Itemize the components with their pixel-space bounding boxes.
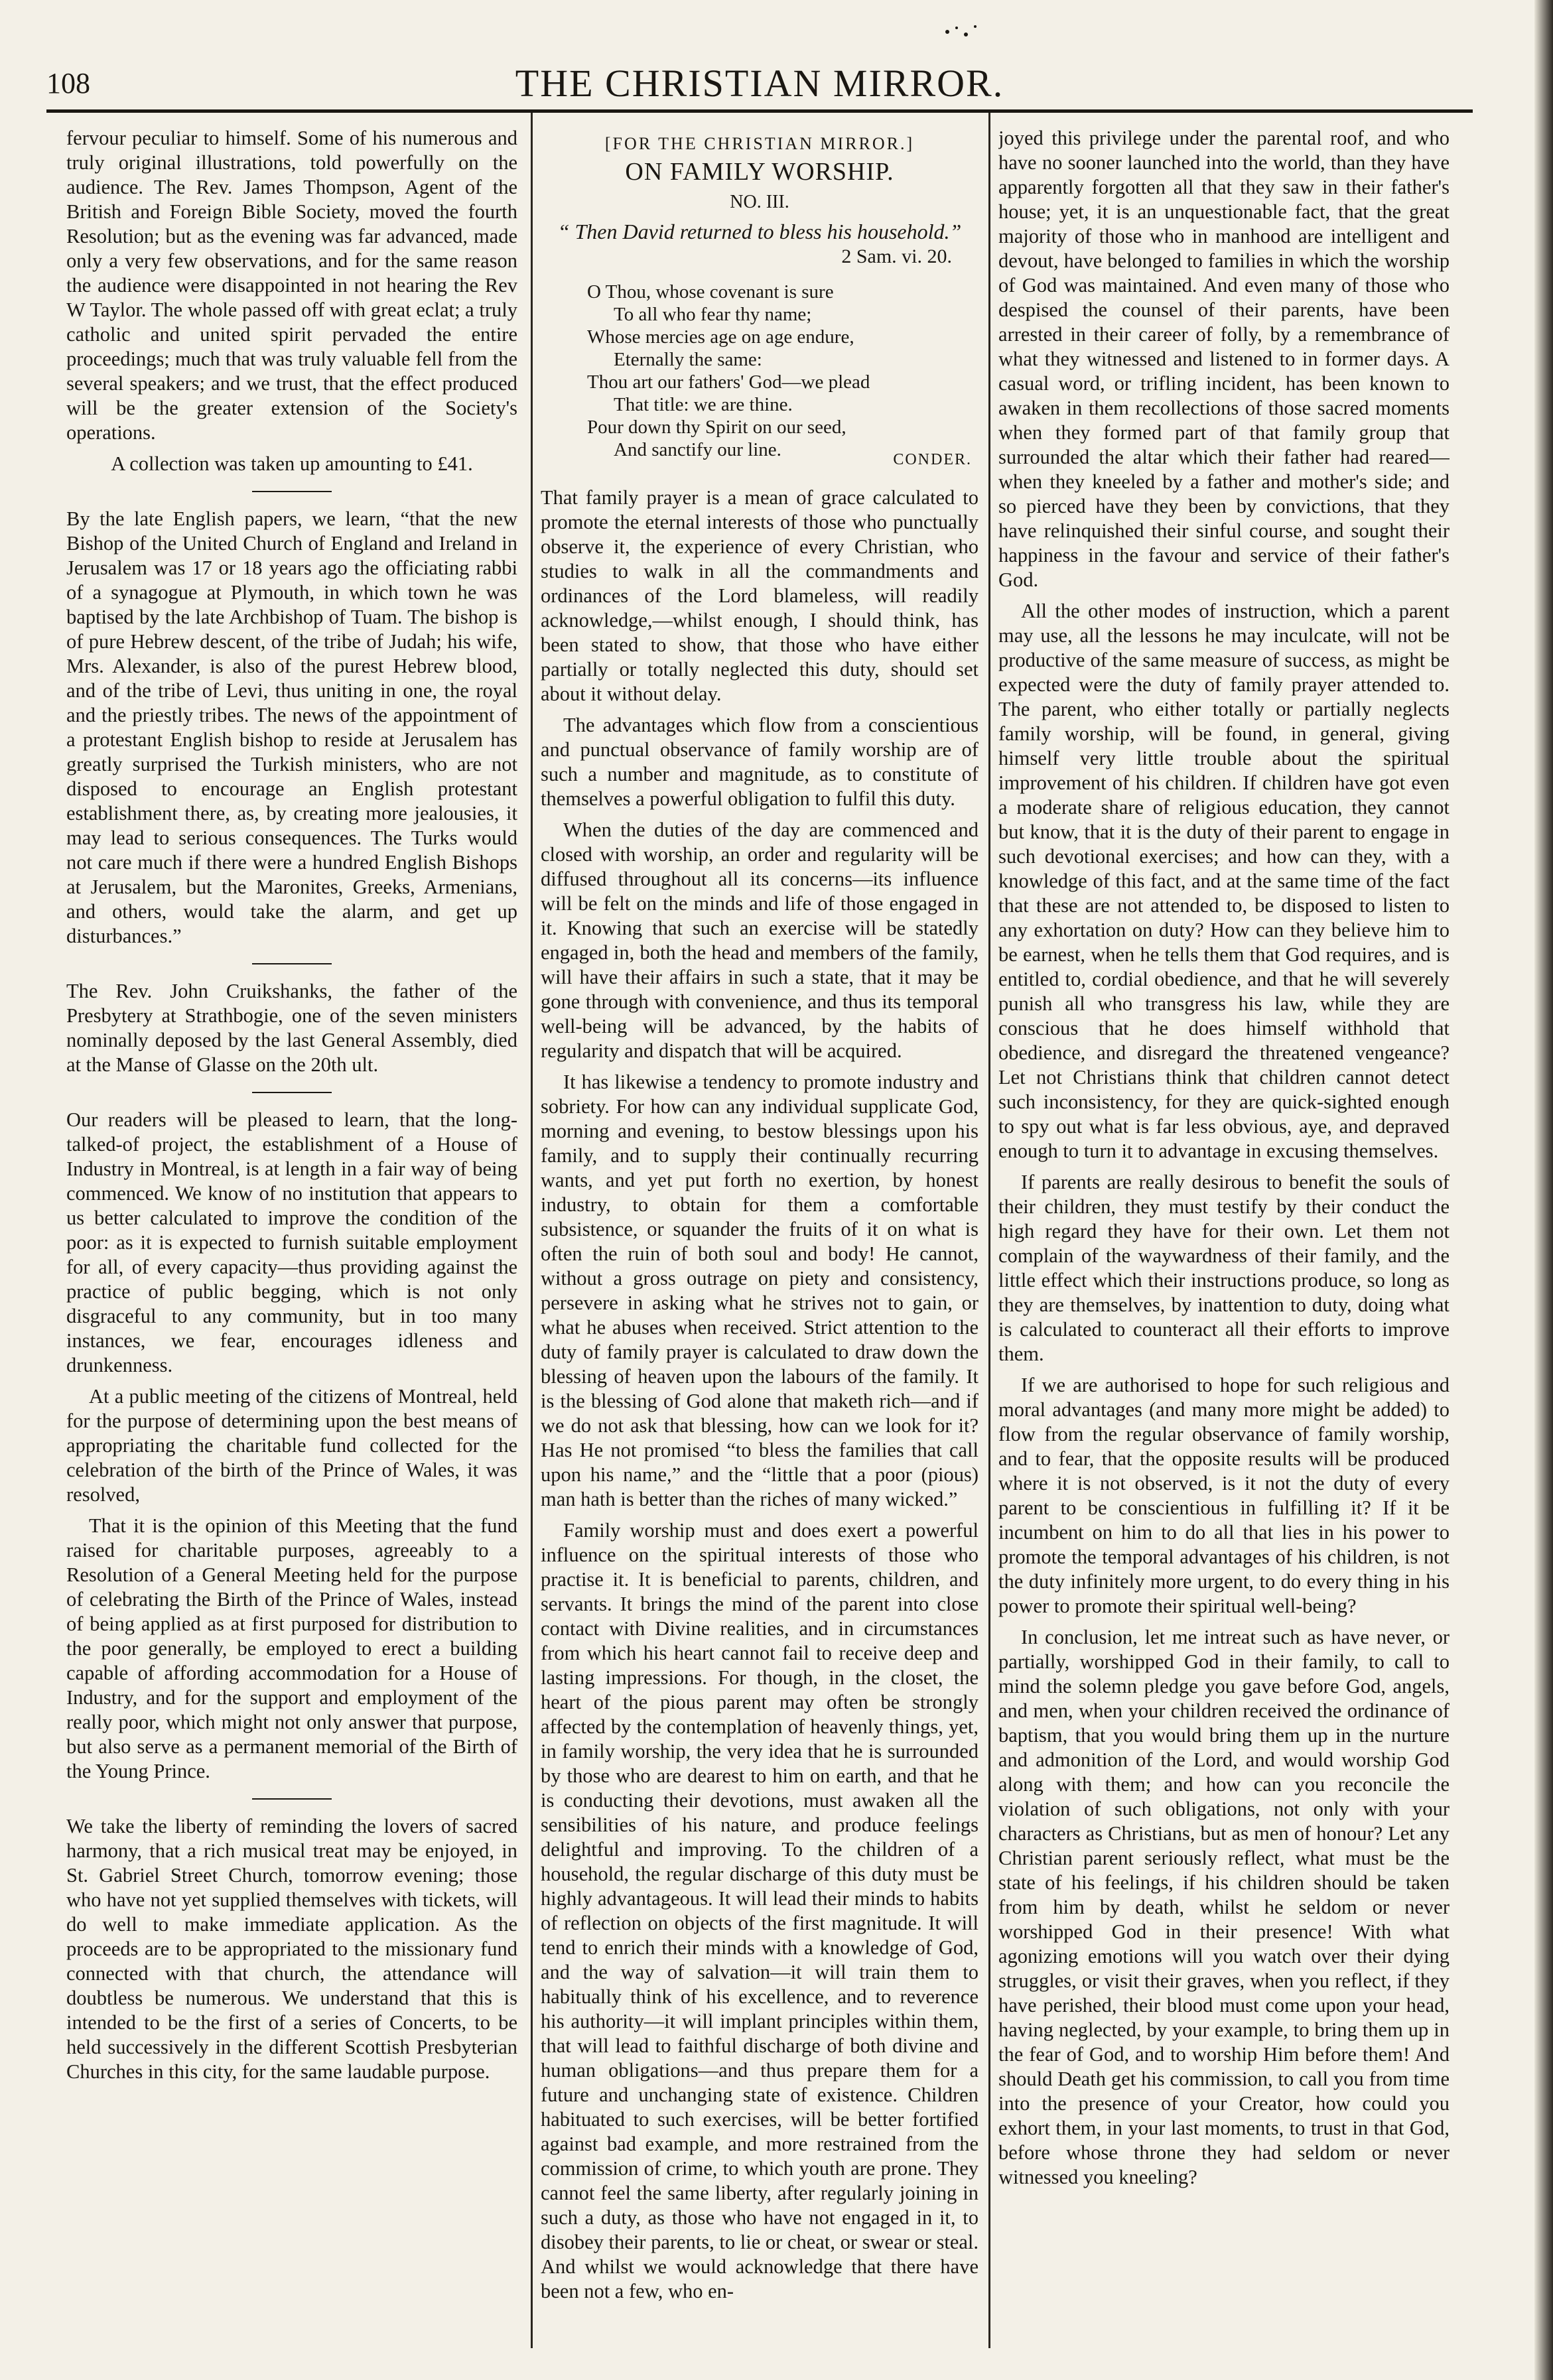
paragraph: That it is the opinion of this Meeting that the fund raised for charitable purposes, agreeably to a Resolution of a General Meeting held for the purpose of celebrating the Birth of the Prince of Wales, instead of being applied as at first purposed for distribution to the poor generally, be employed to erect a building capable of affording accommodation for a House of Industry, and for the support and employment of the really poor, which might not only answer that purpose, but also serve as a permanent memorial of the Birth of the Young Prince. — [66, 1514, 517, 1782]
epigraph: “ Then David returned to bless his household.” — [557, 220, 962, 243]
header-rule — [46, 109, 1473, 113]
verse-line: That title: we are thine. — [614, 394, 793, 415]
page-header — [46, 53, 1473, 106]
epigraph-reference: 2 Sam. vi. 20. — [841, 245, 952, 267]
column-divider-2 — [988, 113, 990, 2348]
paragraph: When the duties of the day are commenced and closed with worship, an order and regularity will be diffused throughout all its concerns—its influence will be felt on the minds and life of those engaged in it. Knowing that such an exercise will be statedly engaged in, both the head and members of the family, will have their affairs in such a state, that it may be gone through with convenience, and thus its temporal well-being will be advanced, by the habits of regularity and dispatch that will be acquired. — [541, 819, 979, 1062]
column-left — [66, 126, 517, 2342]
column-middle — [541, 126, 979, 2342]
verse-line: To all who fear thy name; — [614, 304, 812, 325]
section-divider — [252, 1092, 332, 1093]
article-attribution: [FOR THE CHRISTIAN MIRROR.] — [604, 134, 915, 153]
paragraph: By the late English papers, we learn, “that the new Bishop of the United Church of England and Ireland in Jerusalem was 17 or 18 years ago the officiating rabbi of a synagogue at Plymouth, in which town he was baptised by the late Archbishop of Tuam. The bishop is of pure Hebrew descent, of the tribe of Judah; his wife, Mrs. Alexander, is also of the purest Hebrew blood, and of the tribe of Levi, thus uniting in one, the royal and the priestly tribes. The news of the appointment of a protestant English bishop to reside at Jerusalem has greatly surprised the Turkish ministers, who are not disposed to encourage an English protestant establishment there, as, by creating more jealousies, it may lead to serious consequences. The Turks would not care much if there were a hundred English Bishops at Jerusalem, but the Maronites, Greeks, Armenians, and others, would take the alarm, and get up disturbances.” — [66, 507, 517, 947]
verse-line: And sanctify our line. — [614, 439, 781, 460]
paragraph: In conclusion, let me intreat such as have never, or partially, worshipped God in their family, to call to mind the solemn pledge you gave before God, angels, and men, when your children received the ordinance of baptism, that you would bring them up in the nurture and admonition of the Lord, and would worship God along with them; and how can you reconcile the violation of such obligations, not only with your characters as Christians, but as men of honour? Let any Christian parent seriously reflect, what must be the state of his feelings, if his children should be taken from him by death, whilst he seldom or never worshipped God in their presence! With what agonizing emotions will you watch over their dying struggles, or visit their graves, when you reflect, if they have perished, their blood must come upon your head, having neglected, by your example, to bring them up in the fear of God, and to worship Him before them! And should Death get his commission, to call you from time into the presence of your Creator, how could you exhort them, in your last moments, to trust in that God, before whose throne they had seldom or never witnessed you kneeling? — [998, 1626, 1450, 2188]
paragraph: That family prayer is a mean of grace calculated to promote the eternal interests of those who punctually observe it, the experience of every Christian, who studies to walk in all the commandments and ordinances of the Lord blameless, will readily acknowledge,—whilst enough, I should think, has been stated to show, that those who have either partially or totally neglected this duty, should set about it without delay. — [541, 486, 979, 705]
page-edge-shadow — [1534, 0, 1553, 2380]
paragraph: It has likewise a tendency to promote industry and sobriety. For how can any individual supplicate God, morning and evening, to bestow blessings upon his family, and to supply their continually recurring wants, and yet put forth no exertion, by honest industry, to obtain for them a comfortable subsistence, or squander the fruits of it on what is often the ruin of both soul and body! He cannot, without a gross outrage on piety and consistency, persevere in asking what he strives not to gain, or what he abuses when received. Strict attention to the duty of family prayer is calculated to draw down the blessing of heaven upon the labours of the family. It is the blessing of God alone that maketh rich—and if we do not ask that blessing, how can we look for it? Has He not promised “to bless the families that call upon his name,” and the “little that a poor (pious) man hath is better than the riches of many wicked.” — [541, 1071, 979, 1510]
paragraph: Our readers will be pleased to learn, that the long-talked-of project, the establishment of a House of Industry in Montreal, is at length in a fair way of being commenced. We know of no institution that appears to us better calculated to improve the condition of the poor: as it is expected to furnish suitable employment for all, of every capacity—thus providing against the practice of public begging, which is not only disgraceful to any community, but in too many instances, we fear, encourages idleness and drunkenness. — [66, 1108, 517, 1376]
masthead-title: THE CHRISTIAN MIRROR. — [515, 62, 1004, 105]
verse-line: Eternally the same: — [614, 349, 762, 370]
paragraph: A collection was taken up amounting to £41. — [111, 452, 473, 475]
paragraph: At a public meeting of the citizens of Montreal, held for the purpose of determining upon the best means of appropriating the charitable fund collected for the celebration of the birth of the Prince of Wales, it was resolved, — [66, 1385, 517, 1506]
section-divider — [252, 1798, 332, 1800]
hymn-verse — [587, 281, 979, 461]
article-number: NO. III. — [730, 192, 789, 212]
section-divider — [252, 491, 332, 492]
verse-signature: CONDER. — [893, 451, 972, 468]
paragraph: If parents are really desirous to benefit the souls of their children, they must testify by their conduct the high regard they have for their own. Let them not complain of the waywardness of their family, and the little effect which their instructions produce, so long as they are themselves, by inattention to duty, doing what is calculated to counteract all their efforts to improve them. — [998, 1171, 1450, 1365]
paragraph: We take the liberty of reminding the lovers of sacred harmony, that a rich musical treat may be enjoyed, in St. Gabriel Street Church, tomorrow evening; those who have not yet supplied themselves with tickets, will do well to make immediate application. As the proceeds are to be appropriated to the missionary fund connected with that church, the attendance will doubtless be numerous. We understand that this is intended to be the first of a series of Concerts, to be held successively in the different Scottish Presbyterian Churches in this city, for the same laudable purpose. — [66, 1815, 517, 2083]
column-divider-1 — [531, 113, 533, 2348]
paragraph: Family worship must and does exert a powerful influence on the spiritual interests of those who practise it. It is beneficial to parents, children, and servants. It brings the mind of the parent into close contact with Divine realities, and in circumstances from which his heart cannot fail to receive deep and lasting impressions. For though, in the closet, the heart of the pious parent may often be strongly affected by the contemplation of heavenly things, yet, in family worship, the very idea that he is surrounded by those who are dearest to him on earth, and that he is conducting their devotions, must awaken all the sensibilities of his nature, and produce feelings delightful and improving. To the children of a household, the regular discharge of this duty must be highly advantageous. It will lead their minds to habits of reflection on objects of the first magnitude. It will tend to enrich their minds with a knowledge of God, and the way of salvation—it will train them to habitually think of his excellence, and to reverence his authority—it will implant principles within them, that will lead to faithful discharge of both divine and human obligations—and thus prepare them for a future and unchanging state of existence. Children habituated to such exercises, will be better fortified against bad example, and more restrained from the commission of crime, to which youth are prone. They cannot feel the same liberty, after regularly joining in such a duty, as those who have not engaged in it, to disobey their parents, to lie or cheat, or swear or steal. And whilst we would acknowledge that there have been not a few, who en- — [541, 1519, 979, 2302]
section-divider — [252, 963, 332, 964]
verse-line: Whose mercies age on age endure, — [587, 326, 854, 348]
paragraph: joyed this privilege under the parental roof, and who have no sooner launched into the world, than they have apparently forgotten all that they saw in their father's house; yet, it is an unquestionable fact, that the great majority of those who in manhood are intelligent and devout, have belonged to families in which the worship of God was maintained. And even many of those who despised the counsel of their parents, have been arrested in their career of folly, by a remembrance of what they witnessed and listened to in former days. A casual word, or trifling incident, has been known to awaken in them recollections of those sacred moments when they formed part of that family group that surrounded the altar which their father had reared—when they kneeled by a father and mother's side; and so pierced have they been by convictions, that they have relinquished their sinful course, and sought their happiness in the favour and service of their father's God. — [998, 127, 1450, 591]
ink-smudge-mark — [941, 19, 987, 45]
article-title: ON FAMILY WORSHIP. — [625, 158, 894, 186]
verse-line: Thou art our fathers' God—we plead — [587, 371, 870, 393]
paragraph: fervour peculiar to himself. Some of his numerous and truly original illustrations, told powerfully on the audience. The Rev. James Thompson, Agent of the British and Foreign Bible Society, moved the fourth Resolution; but as the evening was far advanced, made only a very few observations, and for the same reason the audience were disappointed in not hearing the Rev W Taylor. The whole passed off with great eclat; a truly catholic and united spirit pervaded the entire proceedings; much that was truly valuable fell from the several speakers; and we trust, that the effect produced will be the greater extension of the Society's operations. — [66, 127, 517, 444]
verse-line: O Thou, whose covenant is sure — [587, 281, 834, 302]
paragraph: If we are authorised to hope for such religious and moral advantages (and many more might be added) to flow from the regular observance of family worship, and to fear, that the opposite results will be produced where it is not observed, is it not the duty of every parent to be conscientious in fulfilling it? If it be incumbent on him to do all that lies in his power to promote the temporal advantages of his children, is not the duty infinitely more urgent, to do every thing in his power to promote their spiritual well-being? — [998, 1374, 1450, 1617]
page-number: 108 — [46, 67, 90, 99]
paragraph: All the other modes of instruction, which a parent may use, all the lessons he may inculcate, will not be productive of the same measure of success, as might be expected were the duty of family prayer attended to. The parent, who either totally or partially neglects family worship, will be found, in general, giving himself very little trouble about the spiritual improvement of his children. If children have got even a moderate share of religious education, they cannot but know, that it is the duty of their parent to engage in such devotional exercises; and how can they, with a knowledge of this fact, and at the same time of the fact that these are not attended to, be disposed to listen to any exhortation on duty? How can they believe him to be earnest, when he tells them that God requires, and is entitled to, cordial obedience, and that he will severely punish all who transgress his law, while they are conscious that he does himself withhold that obedience, and disregard the threatened vengeance? Let not Christians think that children cannot detect such inconsistency, for they are quick-sighted enough to spy out what is far less obvious, aye, and depraved enough to turn it to advantage in excusing themselves. — [998, 600, 1450, 1162]
verse-line: Pour down thy Spirit on our seed, — [587, 417, 846, 438]
paragraph: The Rev. John Cruikshanks, the father of the Presbytery at Strathbogie, one of the seven ministers nominally deposed by the last General Assembly, died at the Manse of Glasse on the 20th ult. — [66, 980, 517, 1076]
column-right — [998, 126, 1450, 2342]
paragraph: The advantages which flow from a conscientious and punctual observance of family worship are of such a number and magnitude, as to constitute of themselves a powerful obligation to fulfil this duty. — [541, 714, 979, 810]
